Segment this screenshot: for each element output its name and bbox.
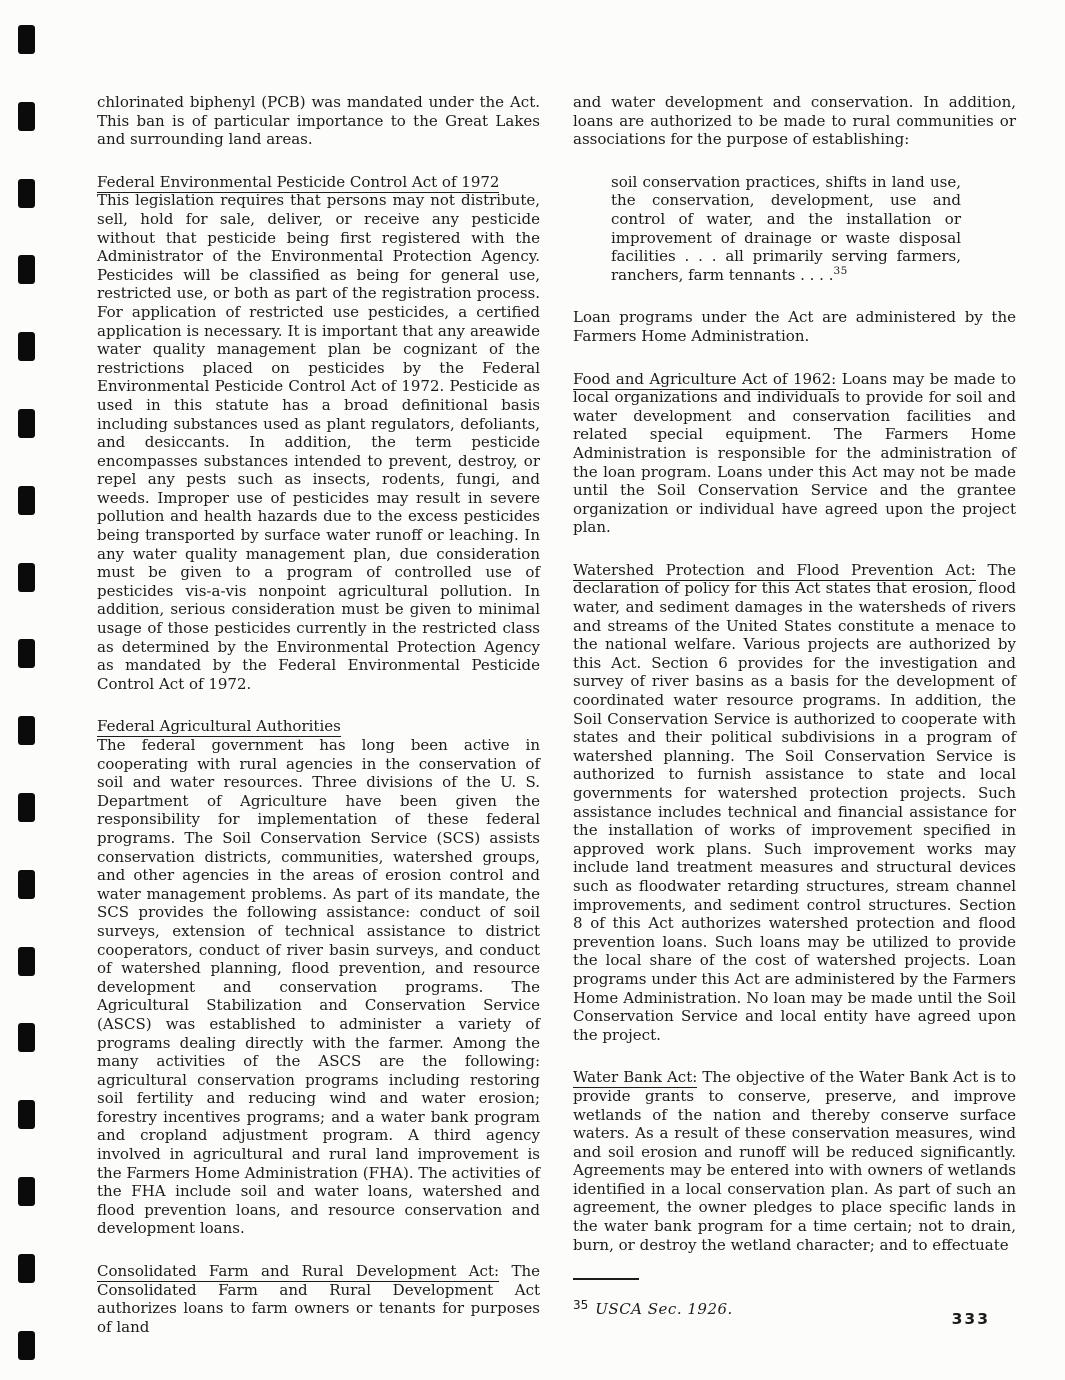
section-heading-agricultural-authorities [97, 717, 540, 736]
page-number: 333 [951, 1310, 990, 1328]
binding-mark [18, 102, 35, 131]
paragraph-pesticide-act: This legislation requires that persons may not distribute, sell, hold for sale, deliver, or receive any pesticide without that pesticide being first registered with the Administrator of the Environmental Protection Agency. Pesticides will be classified as being for general use, restricted use, or both as part of the registration process. For application of restricted use pesticides, a certified application is necessary. It is important that any areawide water quality management plan be cognizant of the restrictions placed on pesticides by the Federal Environmental Pesticide Control Act of 1972. Pesticide as used in this statute has a broad definitional basis including substances used as plant regulators, defoliants, and desiccants. In addition, the term pesticide encompasses substances intended to prevent, destroy, or repel any pests such as insects, rodents, fungi, and weeds. Improper use of pesticides may result in severe pollution and health hazards due to the excess pesticides being transported by surface water runoff or leaching. In any water quality management plan, due consideration must be given to a program of controlled use of pesticides vis-a-vis nonpoint agricultural pollution. In addition, serious consideration must be given to minimal usage of those pesticides currently in the restricted class as determined by the Environmental Protection Agency as mandated by the Federal Environmental Pesticide Control Act of 1972. [97, 191, 540, 693]
footnote-marker: 35 [573, 1298, 589, 1313]
paragraph-continued: and water development and conservation. In addition, loans are authorized to be made to rural communities or associations for the purpose of establishing: [573, 93, 1016, 149]
binding-mark [18, 486, 35, 515]
paragraph-loan-programs: Loan programs under the Act are administered by the Farmers Home Administration. [573, 308, 1016, 345]
binding-mark [18, 332, 35, 361]
binding-mark [18, 716, 35, 745]
binding-mark [18, 1254, 35, 1283]
paragraph-food-agriculture-act [573, 370, 1016, 537]
section-heading-pesticide-act [97, 173, 540, 192]
binding-mark [18, 1331, 35, 1360]
blockquote-text: soil conservation practices, shifts in land use, the conservation, development, use and control of water, and the installation or improvement of drainage or waste disposal facilities . . . all primarily serving farmers, ranchers, farm tennants . . . . [611, 172, 961, 284]
binding-mark [18, 563, 35, 592]
inline-heading-consolidated-farm-act: Consolidated Farm and Rural Development Act: [97, 1262, 500, 1281]
binding-mark [18, 25, 35, 54]
paragraph-text: The declaration of policy for this Act states that erosion, flood water, and sediment damages in the watersheds of rivers and streams of the United States constitute a menace to the national welfare. Various projects are authorized by this Act. Section 6 provides for the investigation and survey of river basins as a basis for the development of coordinated water resource programs. In addition, the Soil Conservation Service is authorized to cooperate with states and their political subdivisions in a program of watershed planning. The Soil Conservation Service is authorized to furnish assistance to state and local governments for watershed protection projects. Such assistance includes technical and financial assistance for the installation of works of improvement specified in approved work plans. Such improvement works may include land treatment measures and structural devices such as floodwater retarding structures, stream channel improvements, and sediment control structures. Section 8 of this Act authorizes watershed protection and flood prevention loans. Such loans may be utilized to provide the local share of the cost of watershed projects. Loan programs under this Act are administered by the Farmers Home Administration. No loan may be made until the Soil Conservation Service and local entity have agreed upon the project. [573, 560, 1016, 1044]
heading-text: Federal Agricultural Authorities [97, 717, 341, 736]
paragraph-text: Loans may be made to local organizations and individuals to provide for soil and water development and conservation facilities and related special equipment. The Farmers Home Administration is responsible for the administration of the loan program. Loans under this Act may not be made until the Soil Conservation Service and the grantee organization or individual have agreed upon the project plan. [573, 369, 1016, 537]
binding-mark [18, 179, 35, 208]
binding-mark [18, 870, 35, 899]
binding-mark [18, 1023, 35, 1052]
paragraph-text: The Consolidated Farm and Rural Development Act authorizes loans to farm owners or tenants for purposes of land [97, 1262, 540, 1336]
binding-mark [18, 947, 35, 976]
binding-mark [18, 1177, 35, 1206]
page-content [97, 93, 1016, 1336]
heading-text: Federal Environmental Pesticide Control Act of 1972 [97, 172, 500, 191]
footnote-reference: 35 [833, 264, 848, 277]
inline-heading-food-agriculture-act: Food and Agriculture Act of 1962: [573, 369, 837, 388]
right-column [573, 93, 1016, 1336]
inline-heading-watershed-protection-act: Watershed Protection and Flood Prevention Act: [573, 560, 976, 579]
paragraph-text: The objective of the Water Bank Act is to provide grants to conserve, preserve, and improve wetlands of the nation and thereby conserve surface waters. As a result of these conservation measures, wind and soil erosion and runoff will be reduced significantly. Agreements may be entered into with owners of wetlands identified in a local conservation plan. As part of such an agreement, the owner pledges to place specific lands in the water bank program for a time certain; not to drain, burn, or destroy the wetland character; and to effectuate [573, 1068, 1016, 1254]
binding-mark [18, 255, 35, 284]
paragraph-agricultural-authorities: The federal government has long been active in cooperating with rural agencies in the conservation of soil and water resources. Three divisions of the U. S. Department of Agriculture have been given the responsibility for implementation of these federal programs. The Soil Conservation Service (SCS) assists conservation districts, communities, watershed groups, and other agencies in the areas of erosion control and water management problems. As part of its mandate, the SCS provides the following assistance: conduct of soil surveys, extension of technical assistance to district cooperators, conduct of river basin surveys, and conduct of watershed planning, flood prevention, and resource development and conservation programs. The Agricultural Stabilization and Conservation Service (ASCS) was established to administer a variety of programs dealing directly with the farmer. Among the many activities of the ASCS are the following: agricultural conservation programs including restoring soil fertility and reducing wind and water erosion; forestry incentives programs; and a water bank program and cropland adjustment program. A third agency involved in agricultural and rural land improvement is the Farmers Home Administration (FHA). The activities of the FHA include soil and water loans, watershed and flood prevention loans, and resource conservation and development loans. [97, 736, 540, 1238]
blockquote-loan-purposes [611, 173, 961, 285]
binding-mark [18, 409, 35, 438]
footnote-rule [573, 1278, 639, 1280]
footnote [573, 1278, 1016, 1319]
inline-heading-water-bank-act: Water Bank Act: [573, 1068, 698, 1087]
binding-mark [18, 793, 35, 822]
binding-mark [18, 1100, 35, 1129]
paragraph-consolidated-farm-act [97, 1262, 540, 1336]
paragraph-watershed-protection-act [573, 561, 1016, 1044]
paragraph-water-bank-act [573, 1068, 1016, 1254]
binding-mark [18, 639, 35, 668]
paragraph-continued: chlorinated biphenyl (PCB) was mandated under the Act. This ban is of particular importance to the Great Lakes and surrounding land areas. [97, 93, 540, 149]
binding-marks [0, 0, 60, 1380]
footnote-text: USCA Sec. 1926. [595, 1300, 733, 1319]
left-column [97, 93, 540, 1336]
footnote-line [573, 1296, 1016, 1319]
